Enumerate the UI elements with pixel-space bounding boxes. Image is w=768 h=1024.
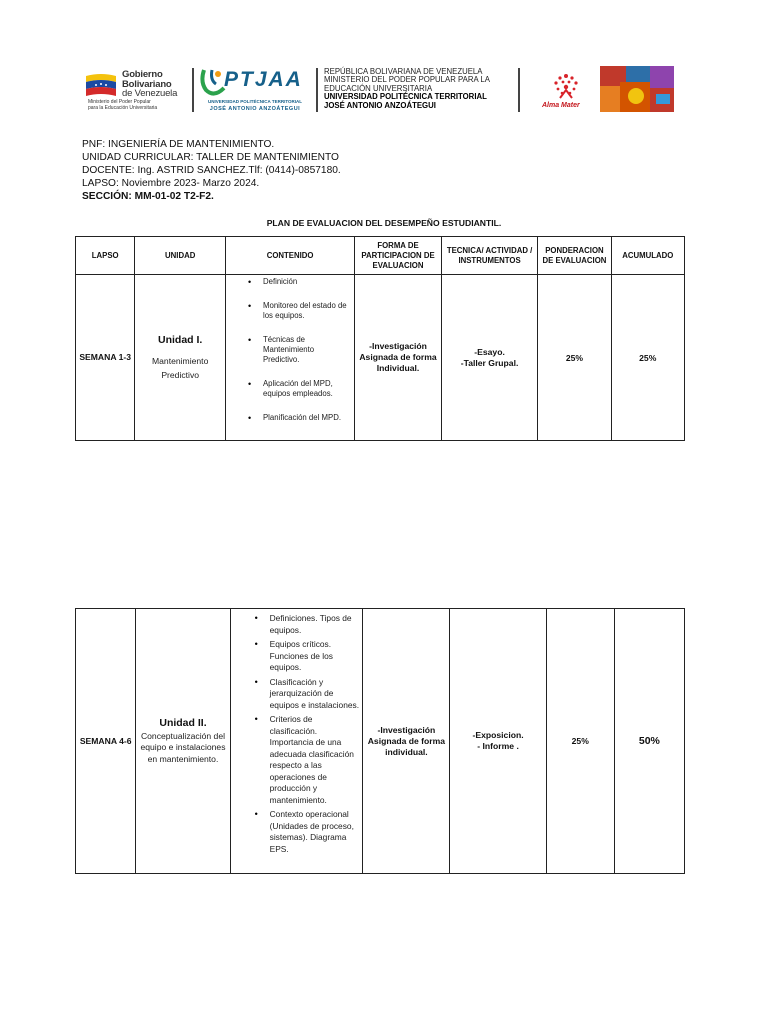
evaluation-table-continued [75, 608, 685, 874]
list-item: • Contexto operacional (Unidades de proceso, sistemas). Diagrama EPS. [270, 809, 360, 855]
venezuela-flag-icon [84, 72, 118, 98]
seccion-line: SECCIÓN: MM-01-02 T2-F2. [82, 191, 214, 202]
gobierno-ministry: Ministerio del Poder Popular para la Educación Universitaria [88, 99, 158, 111]
pnf-line: PNF: INGENIERÍA DE MANTENIMIENTO. [82, 139, 275, 150]
docente-line: DOCENTE: Ing. ASTRID SANCHEZ.Tlf: (0414)-0857180. [82, 165, 341, 176]
ponderacion-cell: 25% [538, 275, 611, 441]
unidad-subtitle: Conceptualización del equipo e instalaciones en mantenimiento. [140, 730, 226, 764]
course-info [82, 138, 341, 203]
header-acumulado: ACUMULADO [611, 237, 684, 275]
header-forma: FORMA DE PARTICIPACION DE EVALUACION [355, 237, 442, 275]
list-item: • Planificación del MPD. [263, 413, 351, 423]
table-header-row [76, 237, 685, 275]
contenido-cell [230, 609, 363, 874]
header-logos [82, 62, 692, 120]
table-row [76, 275, 685, 441]
republica-text: REPÚBLICA BOLIVARIANA DE VENEZUELA MINISTERIO DEL PODER POPULAR PARA LA EDUCACIÓN UNIVERSITARIA UNIVERSIDAD POLITÉCNICA TERRITORIAL JOSÉ ANTONIO ANZOÁTEGUI [324, 67, 490, 110]
tecnica-line: - Informe . [477, 741, 519, 751]
collage-image-icon [600, 66, 674, 112]
tecnica-line: -Taller Grupal. [460, 357, 519, 368]
uptjaa-logo [198, 66, 308, 114]
table-row [76, 609, 685, 874]
header-unidad: UNIDAD [135, 237, 226, 275]
divider [192, 68, 194, 112]
alma-mater-emblem-icon [540, 68, 592, 102]
unidad-subtitle: Mantenimiento Predictivo [151, 355, 209, 380]
list-item: • Clasificación y jerarquización de equipos e instalaciones. [270, 677, 360, 712]
acumulado-cell: 25% [611, 275, 684, 441]
ponderacion-cell: 25% [546, 609, 614, 874]
list-item: • Técnicas de Mantenimiento Predictivo. [263, 335, 351, 365]
unidad-curricular-line: UNIDAD CURRICULAR: TALLER DE MANTENIMIENTO [82, 152, 339, 163]
divider [518, 68, 520, 112]
evaluation-table [75, 236, 685, 441]
header-ponderacion: PONDERACION DE EVALUACION [538, 237, 611, 275]
forma-cell: -Investigación Asignada de forma individual. [363, 609, 450, 874]
contenido-list [229, 277, 351, 423]
alma-mater-text: Alma Mater [542, 102, 580, 109]
contenido-list [234, 613, 360, 855]
header-contenido: CONTENIDO [225, 237, 354, 275]
divider [316, 68, 318, 112]
header-tecnica: TECNICA/ ACTIVIDAD / INSTRUMENTOS [441, 237, 538, 275]
lapso-cell: SEMANA 1-3 [76, 275, 135, 441]
uptjaa-subtitle: UNIVERSIDAD POLITÉCNICA TERRITORIAL [207, 99, 302, 104]
unidad-title: Unidad II. [159, 716, 207, 729]
unidad-cell [136, 609, 230, 874]
list-item: • Equipos críticos. Funciones de los equipos. [270, 639, 360, 674]
list-item: • Monitoreo del estado de los equipos. [263, 301, 351, 321]
unidad-cell [135, 275, 226, 441]
tecnica-cell [450, 609, 546, 874]
unidad-title: Unidad I. [158, 333, 203, 346]
list-item: • Definiciones. Tipos de equipos. [270, 613, 360, 636]
contenido-cell [225, 275, 354, 441]
acumulado-cell: 50% [614, 609, 684, 874]
lapso-cell: SEMANA 4-6 [76, 609, 136, 874]
list-item: • Definición [263, 277, 351, 287]
tecnica-line: -Esayo. [474, 346, 505, 357]
forma-cell: -Investigación Asignada de forma Individual. [355, 275, 442, 441]
gobierno-bolivariano-logo [82, 66, 186, 112]
uptjaa-subtitle-name: JOSÉ ANTONIO ANZOÁTEGUI [209, 106, 301, 112]
plan-title: PLAN DE EVALUACION DEL DESEMPEÑO ESTUDIANTIL. [266, 218, 502, 228]
list-item: • Criterios de clasificación. Importancia de una adecuada clasificación respecto a las operaciones de producción y mantenimiento. [270, 714, 360, 806]
list-item: • Aplicación del MPD, equipos empleados. [263, 379, 351, 399]
uptjaa-name: PTJAA [224, 68, 303, 91]
header-lapso: LAPSO [76, 237, 135, 275]
tecnica-line: -Exposicion. [472, 730, 524, 740]
gobierno-name: Gobierno Bolivariano de Venezuela [122, 69, 178, 99]
alma-mater-logo [540, 68, 592, 114]
tecnica-cell [441, 275, 538, 441]
lapso-line: LAPSO: Noviembre 2023- Marzo 2024. [82, 178, 260, 189]
